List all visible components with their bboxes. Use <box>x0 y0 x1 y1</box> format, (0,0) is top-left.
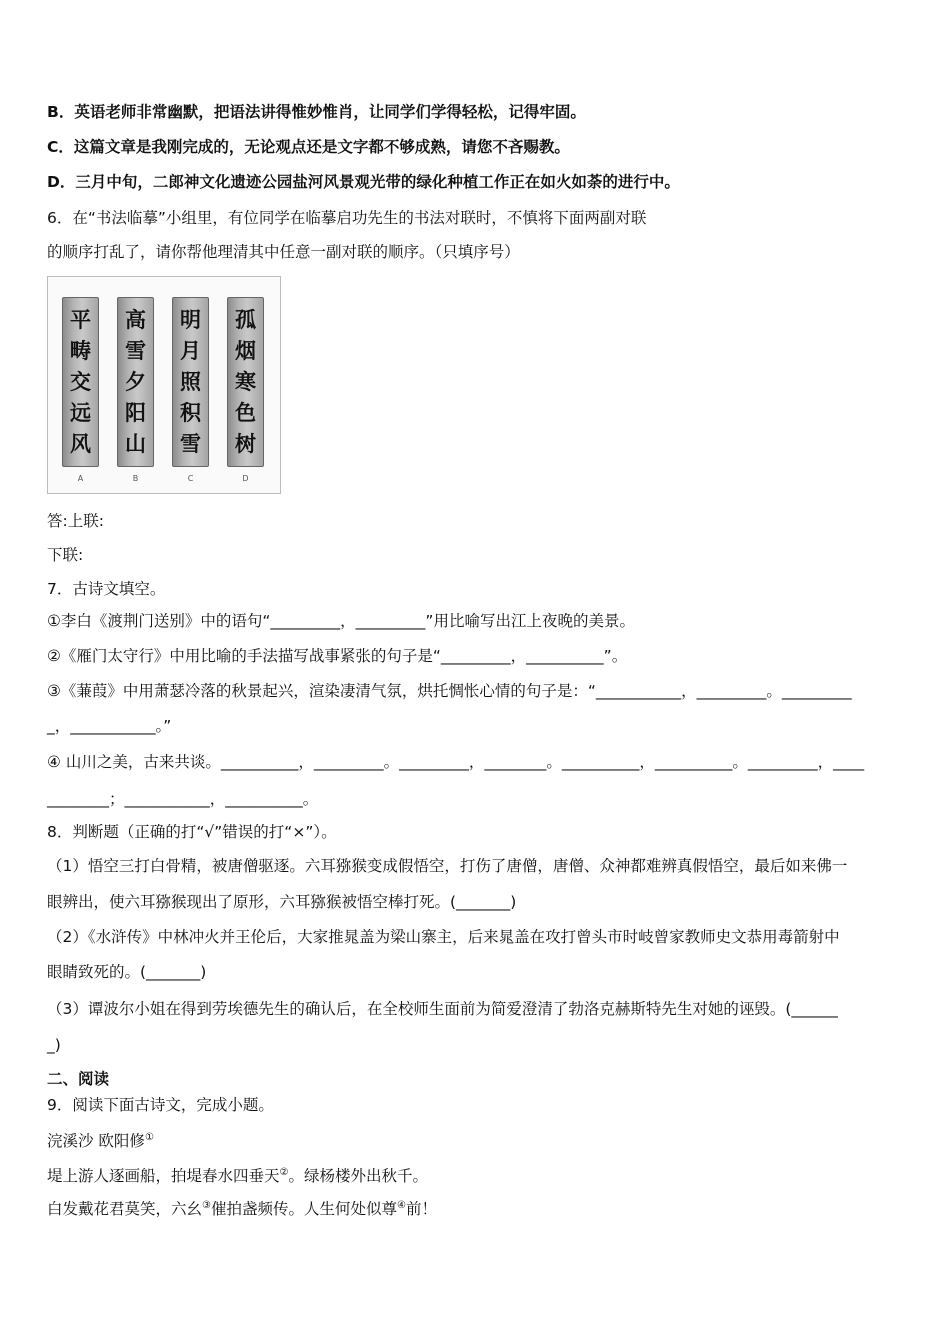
scroll-d: 孤 烟 寒 色 树 <box>227 297 264 467</box>
option-d: D．三月中旬，二郎神文化遗迹公园盐河风景观光带的绿化种植工作正在如火如荼的进行中。 <box>47 173 680 191</box>
answer-upper: 答:上联: <box>47 512 104 530</box>
footnote-3: ③ <box>202 1200 211 1211</box>
question-8-3-line-2: _) <box>47 1036 61 1054</box>
scroll-c: 明 月 照 积 雪 <box>172 297 209 467</box>
question-8-1-line-1: （1）悟空三打白骨精，被唐僧驱逐。六耳猕猴变成假悟空，打伤了唐僧，唐僧、众神都难辨真假悟空，最后如来佛一 <box>47 857 848 875</box>
footnote-2: ② <box>279 1167 289 1178</box>
section-2-heading: 二、阅读 <box>47 1070 110 1088</box>
footnote-4: ④ <box>397 1200 406 1211</box>
poem-line-1: 堤上游人逐画船，拍堤春水四垂天②。绿杨楼外出秋千。 <box>47 1167 428 1186</box>
poem-title: 浣溪沙 欧阳修① <box>47 1132 154 1151</box>
scroll-label-d: D <box>242 474 249 483</box>
question-7-3-line-1: ③《蒹葭》中用萧瑟冷落的秋景起兴，渲染凄清气氛，烘托惆怅心情的句子是：“___________，_________。_________ <box>47 682 852 700</box>
scroll-label-c: C <box>187 474 194 483</box>
question-7-4-line-1: ④ 山川之美，古来共谈。__________，_________。_________，________。__________，__________。_________，____ <box>47 753 865 771</box>
question-8-3-line-1: （3）谭波尔小姐在得到劳埃德先生的确认后，在全校师生面前为简爱澄清了勃洛克赫斯特先生对她的诬毁。(______ <box>47 1000 838 1018</box>
scroll-label-a: A <box>77 474 84 483</box>
question-7-4-line-2: ________；___________，__________。 <box>47 790 319 808</box>
footnote-1: ① <box>144 1132 154 1143</box>
question-9: 9．阅读下面古诗文，完成小题。 <box>47 1096 274 1114</box>
poem-line-2: 白发戴花君莫笑，六幺③催拍盏频传。人生何处似尊④前！ <box>47 1200 437 1219</box>
question-6-line-1: 6．在“书法临摹”小组里，有位同学在临摹启功先生的书法对联时，不慎将下面两副对联 <box>47 209 647 227</box>
scroll-b: 高 雪 夕 阳 山 <box>117 297 154 467</box>
question-7-2: ②《雁门太守行》中用比喻的手法描写战事紧张的句子是“_________，__________”。 <box>47 647 628 665</box>
question-7-3-line-2: _，___________。” <box>47 717 172 735</box>
answer-lower: 下联: <box>47 546 84 564</box>
scroll-label-b: B <box>132 474 139 483</box>
question-8-1-line-2: 眼辨出，使六耳猕猴现出了原形，六耳猕猴被悟空棒打死。(_______) <box>47 893 517 911</box>
question-8-2-line-1: （2）《水浒传》中林冲火并王伦后，大家推晁盖为梁山寨主，后来晁盖在攻打曾头市时岐曾家教师史文恭用毒箭射中 <box>47 928 840 946</box>
question-8: 8．判断题（正确的打“√”错误的打“×”）。 <box>47 823 337 841</box>
option-b: B．英语老师非常幽默，把语法讲得惟妙惟肖，让同学们学得轻松，记得牢固。 <box>47 103 586 121</box>
calligraphy-image <box>47 276 281 494</box>
question-8-2-line-2: 眼睛致死的。(_______) <box>47 963 207 981</box>
question-6-line-2: 的顺序打乱了，请你帮他理清其中任意一副对联的顺序。（只填序号） <box>47 243 520 261</box>
question-7-1: ①李白《渡荆门送别》中的语句“_________，_________”用比喻写出江上夜晚的美景。 <box>47 612 635 630</box>
question-7: 7．古诗文填空。 <box>47 580 166 598</box>
option-c: C．这篇文章是我刚完成的，无论观点还是文字都不够成熟，请您不吝赐教。 <box>47 138 570 156</box>
scroll-a: 平 畴 交 远 风 <box>62 297 99 467</box>
